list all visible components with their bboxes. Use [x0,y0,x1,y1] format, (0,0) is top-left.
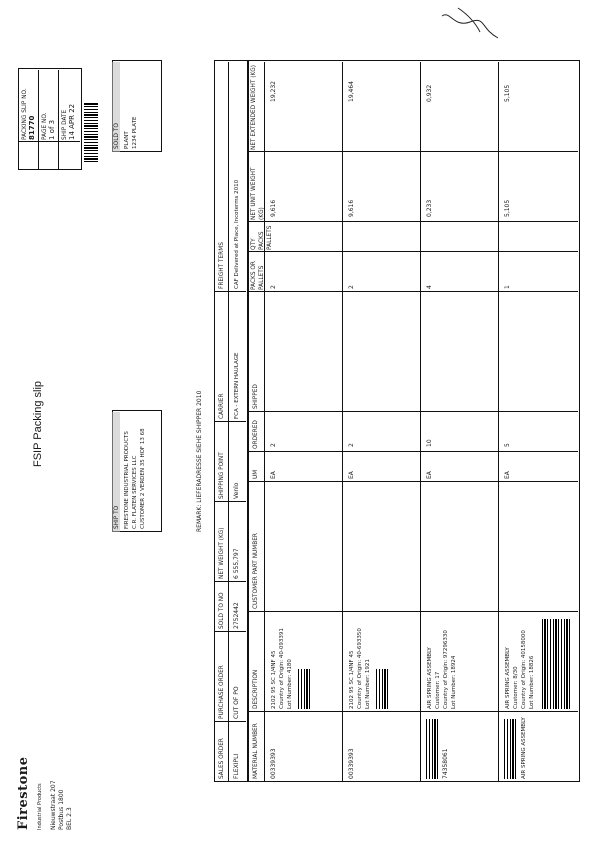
row-desc-line: 2102 95 SC 1/4NF 45 [271,650,277,709]
row-ext-weight: 0,932 [426,84,433,102]
row-desc-line: Lot Number: 18924 [451,655,457,709]
barcode-graphic [84,102,98,162]
sender-line: Nieuwstraat 207 [50,780,57,830]
col-header-packs: PACKS OR PALLETS [251,261,265,290]
col-header-description: DESCRIPTION [253,669,259,709]
page-label: PAGE NO. [42,112,48,140]
row-shipped: 1 [504,285,511,289]
row-material: 74358061 [442,748,449,779]
row-ext-weight: 19,232 [270,81,277,102]
row-ordered: 2 [348,443,355,447]
signature-scribble [440,4,500,46]
row-unit-weight: 5,105 [504,199,511,217]
barcode-graphic [504,719,516,779]
ship-to-line: CUSTOMER 2 VERDEN 35 HOF 13 68 [140,428,146,529]
row-um: EA [426,471,433,479]
row-ordered: 10 [426,439,433,447]
row-ext-weight: 5,105 [504,84,511,102]
info-header-sales-order: SALES ORDER [219,738,225,779]
barcode-graphic [426,719,438,779]
row-um: EA [270,471,277,479]
barcode-graphic [540,619,570,709]
sold-to-label: SOLD TO [114,123,120,149]
col-header-ordered: ORDERED [253,420,259,449]
row-unit-weight: 9,616 [270,199,277,217]
info-header-net-weight: NET WEIGHT (KG) [219,527,225,579]
ship-date: 14 APR 22 [68,103,76,140]
ship-to-line: C.R. FLATEN SERVICES LLC [132,455,138,529]
row-desc-line: 2102 95 SC 1/4NF 45 [349,650,355,709]
barcode-graphic [298,669,310,709]
info-header-purchase-order: PURCHASE ORDER [219,665,225,719]
sold-to-line: PLANT [124,131,130,149]
row-desc-line: AIR SPRING ASSEMBLY [427,647,433,709]
col-header-ext-weight: NET EXTENDED WEIGHT (KG) [251,64,257,150]
sender-line: BEL 2.3 [66,807,73,830]
row-ordered: 5 [504,443,511,447]
info-shipping-point: Venlo [233,482,240,499]
row-unit-weight: 9,616 [348,199,355,217]
row-shipped: 2 [348,285,355,289]
brand-tagline: Industrial Products [37,783,43,830]
sender-line: Postbus 1800 [58,789,65,830]
packing-slip-label: PACKING SLIP NO. [22,88,28,140]
row-desc-line: Lot Number: 4180 [287,659,293,709]
row-desc-line: AIR SPRING ASSEMBLY [505,647,511,709]
info-net-weight: 6 555,797 [233,548,240,579]
info-sold-to-no: 2752442 [233,602,240,629]
info-freight-terms: CAF Delivered at Place, Incoterms 2010 [234,179,240,289]
info-header-sold-to-no: SOLD TO NO [219,592,225,629]
row-um: EA [504,471,511,479]
col-header-material: MATERIAL NUMBER [253,723,259,779]
row-shipped: 2 [270,285,277,289]
row-ordered: 2 [270,443,277,447]
brand-logo: Firestone [16,756,31,830]
page-number: 1 of 3 [48,119,56,140]
row-material: 00339393 [270,748,277,779]
info-purchase-order: CUT OF PO [233,686,240,719]
row-shipped: 4 [426,285,433,289]
ship-to-line: FIRESTONE INDUSTRIAL PRODUCTS [124,431,130,529]
row-material: AIR SPRING ASSEMBLY [521,717,527,779]
info-carrier: FCA - EXTERN HAULAGE [234,352,240,419]
col-header-shipped: SHIPPED [253,384,259,409]
row-material: 00339393 [348,748,355,779]
ship-to-label: SHIP TO [114,505,120,529]
row-desc-line: Country of Origin: 97296330 [443,630,449,709]
info-header-carrier: CARRIER [219,393,225,419]
remark-text: REMARK: LIEFERADRESSE SIEHE SHIPPER 2010 [196,390,203,532]
sold-to-line: 1234 PLATE [132,116,138,149]
row-desc-line: Customer: 17 [435,671,441,709]
col-header-unit-weight: NET UNIT WEIGHT (KG) [251,167,265,220]
barcode-graphic [376,669,388,709]
row-ext-weight: 19,464 [348,81,355,102]
row-desc-line: Customer: 8/30 [513,666,519,709]
col-header-um: UM [253,469,259,479]
info-header-shipping-point: SHIPPING POINT [219,452,225,499]
info-header-freight-terms: FREIGHT TERMS [219,242,225,289]
ship-date-label: SHIP DATE [62,109,68,140]
packing-slip-no: 81770 [28,115,36,140]
row-um: EA [348,471,355,479]
row-desc-line: Country of Origin: 40-093391 [279,628,285,709]
document-title: FSIP Packing slip [32,380,44,467]
row-unit-weight: 0,233 [426,199,433,217]
info-sales-order: FLEXIPLI [233,753,240,779]
row-desc-line: Country of Origin: 40-693350 [357,628,363,709]
col-header-qty-packs: QTY PACKS PALLETS [251,225,273,250]
row-desc-line: Lot Number: 18826 [529,655,535,709]
row-desc-line: Lot Number: 1921 [365,659,371,709]
col-header-customer-part: CUSTOMER PART NUMBER [253,533,259,609]
row-desc-line: Country of Origin: 40158000 [521,630,527,709]
